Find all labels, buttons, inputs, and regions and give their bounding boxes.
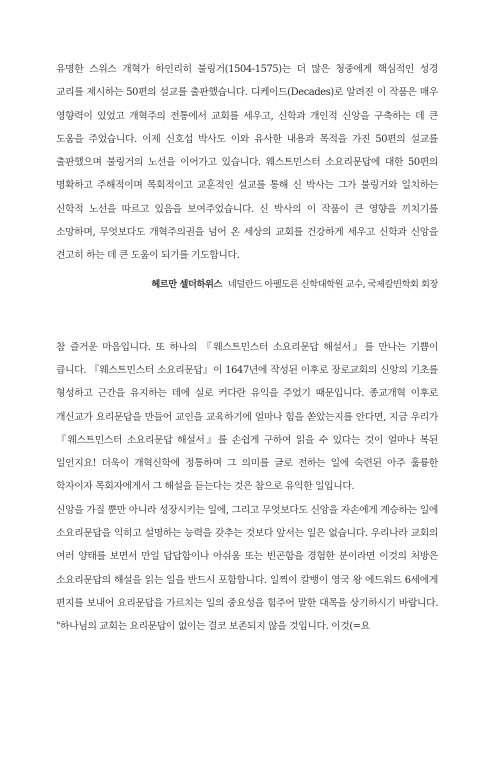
endorsement-paragraph: 유명한 스위스 개혁가 하인리히 불링거(1504-1575)는 더 많은 청중에게 핵심적인 성경 교리를 제시하는 50편의 설교를 출판했습니다. 디케이드(Decades)로 알려진 이 작품은 매우 영향력이 있었고 개혁주의 전통에서 교회를 세우고, 신학과 개인적 신앙을 구축하는 데 큰 도움을 주었습니다. 이제 신호섭 박사도 이와 유사한 내용과 목적을 가진 50편의 설교를 출판했으며 불링거의 노선을 이어가고 있습니다. 웨스트민스터 소요리문답에 대한 50편의 명확하고 주해적이며 목회적이고 교훈적인 설교를 통해 신 박사는 그가 불링거와 일치하는 신학적 노선을 따르고 있음을 보여주었습니다. 신 박사의 이 작품이 큰 영향을 끼치기를 소망하며, 무엇보다도 개혁주의권을 넘어 온 세상의 교회를 건강하게 세우고 신학과 신앙을 견고히 하는 데 큰 도움이 되기를 기도합니다.	[56, 64, 439, 262]
endorsement-signature	[56, 278, 438, 292]
signature-name: 헤르만 셀더하위스	[151, 278, 222, 290]
section-spacer	[56, 292, 438, 336]
page-content	[56, 58, 438, 639]
body-paragraph-2: 신앙을 가질 뿐만 아니라 성장시키는 일에, 그리고 무엇보다도 신앙을 자손에게 계승하는 일에 소요리문답을 익히고 설명하는 능력을 갖추는 것보다 앞서는 일은 없습니다. 우리나라 교회의 여러 양태를 보면서 만일 답답함이나 아쉬움 또는 빈곤함을 경험한 분이라면 이것의 처방은 소요리문답의 해설을 읽는 일을 반드시 포함합니다. 일찍이 칼뱅이 영국 왕 에드워드 6세에게 편지를 보내어 요리문답을 가르치는 일의 중요성을 힘주어 말한 대목을 상기하시기 바랍니다. "하나님의 교회는 요리문답이 없이는 결코 보존되지 않을 것입니다. 이것(=요	[56, 504, 438, 633]
signature-title: 네덜란드 아펠도른 신학대학원 교수, 국제칼빈학회 회장	[227, 278, 438, 290]
body-paragraph-1: 참 즐거운 마음입니다. 또 하나의 『웨스트민스터 소요리문답 해설서』를 만나는 기쁨이 큽니다. 『웨스트민스터 소요리문답』이 1647년에 작성된 이후로 장로교회의 신앙의 기초를 형성하고 근간을 유지하는 데에 실로 커다란 유익을 주었기 때문입니다. 종교개혁 이후로 개신교가 요리문답을 만들어 교인을 교육하기에 얼마나 힘을 쏟았는지를 안다면, 지금 우리가 『웨스트민스터 소요리문답 해설서』를 손쉽게 구하여 읽을 수 있다는 것이 얼마나 복된 일인지요! 더욱이 개혁신학에 정통하며 그 의미를 글로 전하는 일에 숙련된 아주 훌륭한 학자이자 목회자에게서 그 해설을 듣는다는 것은 참으로 유익한 일입니다.	[56, 341, 438, 493]
